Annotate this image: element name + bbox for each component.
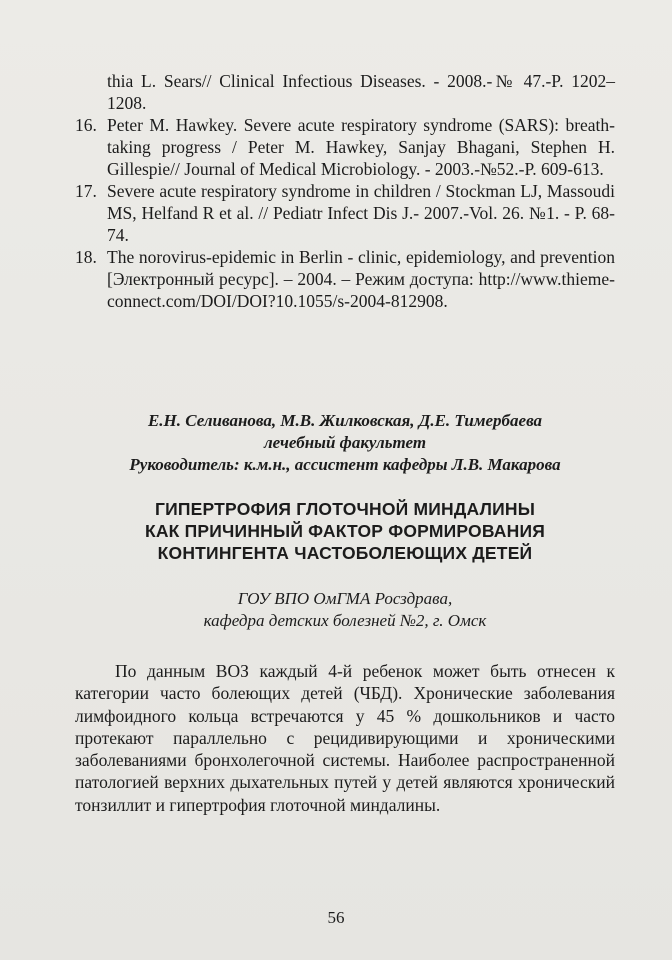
reference-item [75, 70, 615, 114]
reference-text: The norovirus-epidemic in Berlin - clinic, epidemiology, and prevention [Электронный ресурс]. – 2004. – Режим доступа: http://www.thieme-connect.com/DOI/DOI?10.1055/s-2004-812908. [107, 247, 615, 311]
reference-text: Peter M. Hawkey. Severe acute respiratory syndrome (SARS): breath-taking progress / Peter M. Hawkey, Sanjay Bhagani, Stephen H. Gillespie// Journal of Medical Microbiology. - 2003.-№52.-P. 609-613. [107, 115, 615, 179]
reference-number: 18. [75, 247, 97, 267]
supervisor-line: Руководитель: к.м.н., ассистент кафедры Л.В. Макарова [129, 455, 561, 474]
affiliation-block [75, 588, 615, 632]
reference-item [75, 180, 615, 246]
reference-text: Severe acute respiratory syndrome in children / Stockman LJ, Massoudi MS, Helfand R et al. // Pediatr Infect Dis J.- 2007.-Vol. 26. №1. - P. 68-74. [107, 181, 615, 245]
author-block [75, 410, 615, 476]
faculty-label: лечебный факультет [263, 433, 427, 452]
page-number: 56 [327, 908, 345, 927]
article-title [75, 498, 615, 564]
reference-number: 16. [75, 115, 97, 135]
reference-number: 17. [75, 181, 97, 201]
institution-name: ГОУ ВПО ОмГМА Росздрава, [237, 589, 453, 608]
reference-item [75, 246, 615, 312]
reference-item [75, 114, 615, 180]
reference-text: thia L. Sears// Clinical Infectious Diseases. - 2008.-№ 47.-P. 1202–1208. [107, 71, 615, 113]
body-paragraph: По данным ВОЗ каждый 4-й ребенок может быть отнесен к категории часто болеющих детей (ЧБД). Хронические заболевания лимфоидного кольца встречаются у 45 % дошкольников и часто протекают параллельно с рецидивирующими и хроническими заболеваниями бронхолегочной системы. Наиболее распространенной патологией верхних дыхательных путей у детей являются хронический тонзиллит и гипертрофия глоточной миндалины. [75, 661, 615, 815]
author-names: Е.Н. Селиванова, М.В. Жилковская, Д.Е. Тимербаева [147, 411, 543, 430]
title-line: ГИПЕРТРОФИЯ ГЛОТОЧНОЙ МИНДАЛИНЫ [154, 499, 536, 519]
title-line: КАК ПРИЧИННЫЙ ФАКТОР ФОРМИРОВАНИЯ [144, 521, 546, 541]
title-line: КОНТИНГЕНТА ЧАСТОБОЛЕЮЩИХ ДЕТЕЙ [157, 543, 533, 563]
department-name: кафедра детских болезней №2, г. Омск [203, 611, 487, 630]
reference-list [75, 70, 615, 312]
